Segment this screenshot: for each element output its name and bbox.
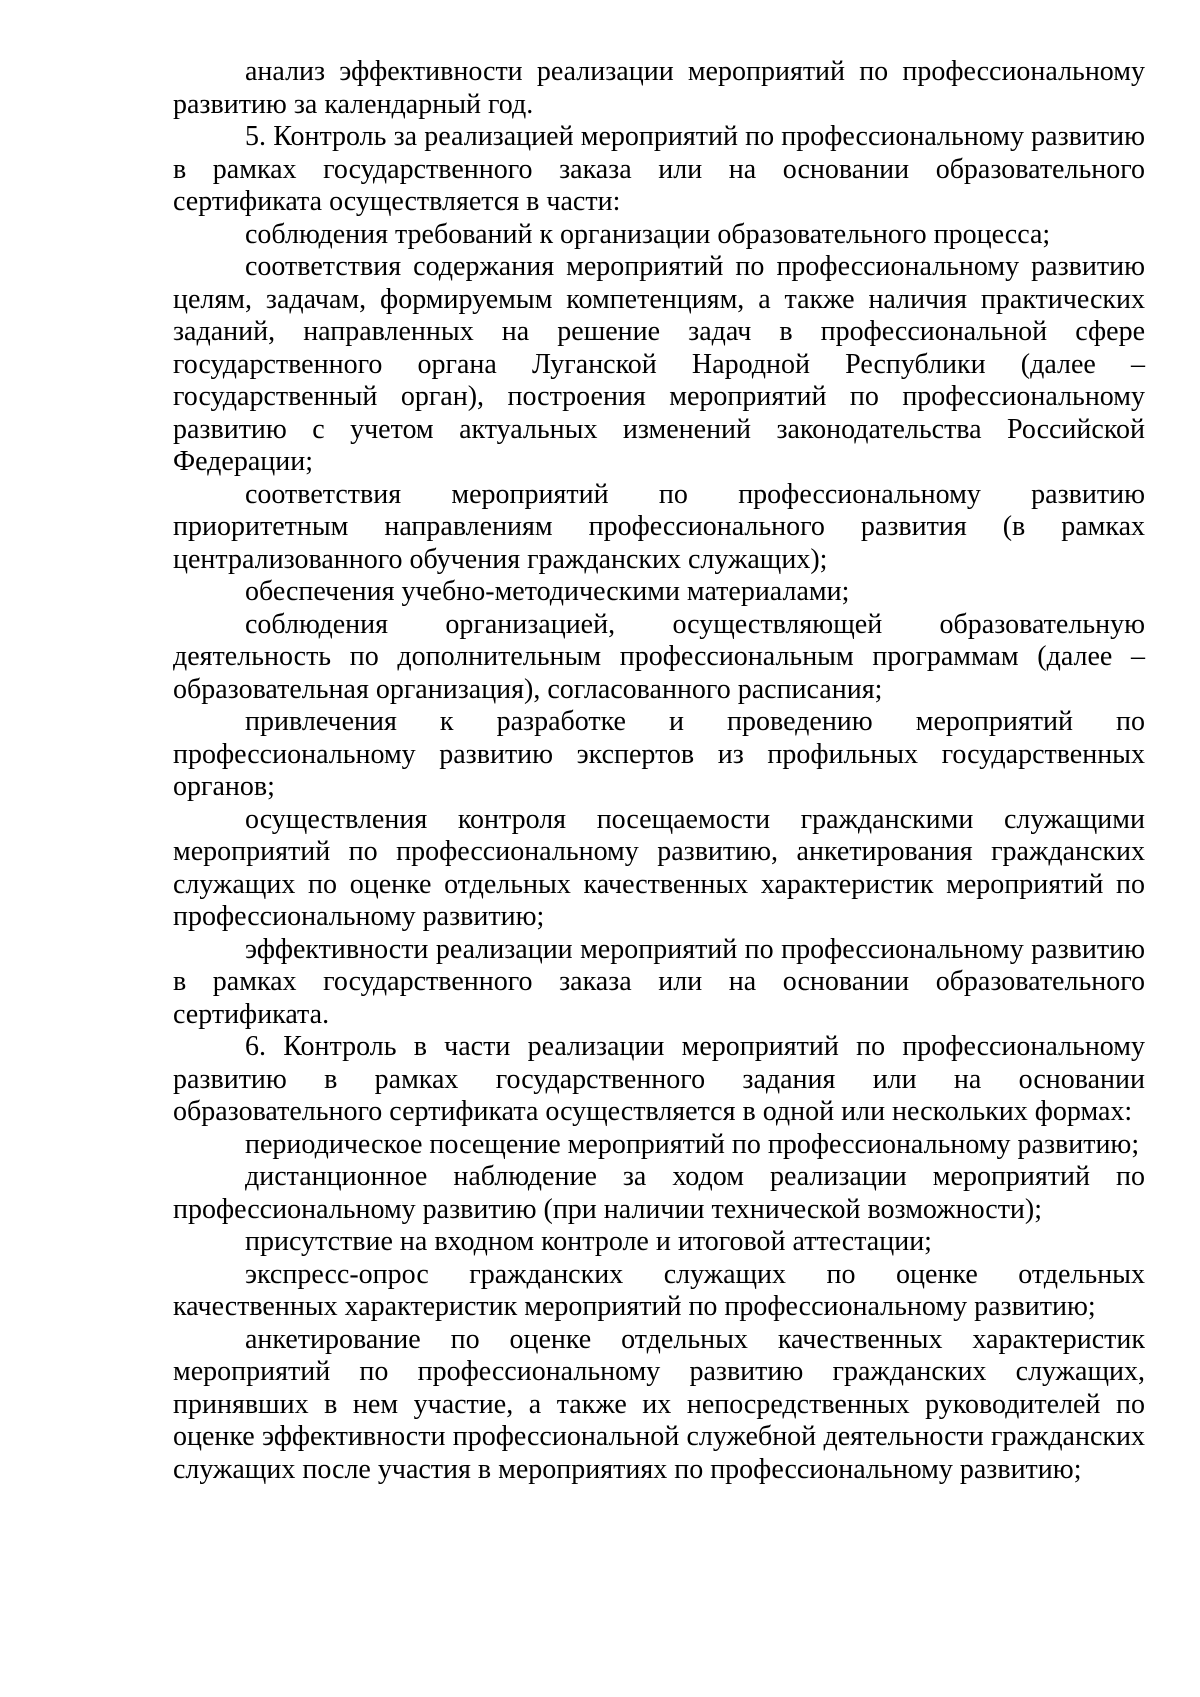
paragraph-item-5: 5. Контроль за реализацией мероприятий по профессиональному развитию в рамках государственного заказа или на основании образовательного сертификата осуществляется в части: [173,121,1145,217]
paragraph-attendance-control: осуществления контроля посещаемости гражданскими служащими мероприятий по профессиональному развитию, анкетирования гражданских служащих по оценке отдельных качественных характеристик мероприятий по профессиональному развитию; [173,803,1145,932]
paragraph-experts: привлечения к разработке и проведению мероприятий по профессиональному развитию экспертов из профильных государственных органов; [173,706,1145,802]
paragraph-attestation: присутствие на входном контроле и итоговой аттестации; [245,1226,932,1257]
paragraph-questionnaire: анкетирование по оценке отдельных качественных характеристик мероприятий по профессиональному развитию гражданских служащих, принявших в нем участие, а также их непосредственных руководителей по оценке эффективности профессиональной служебной деятельности гражданских служащих после участия в мероприятиях по профессиональному развитию; [173,1323,1145,1485]
paragraph-schedule: соблюдения организацией, осуществляющей образовательную деятельность по дополнительным профессиональным программам (далее – образовательная организация), согласованного расписания; [173,608,1145,705]
paragraph-effectiveness: эффективности реализации мероприятий по профессиональному развитию в рамках государственного заказа или на основании образовательного сертификата. [173,933,1145,1030]
paragraph-analysis: анализ эффективности реализации мероприятий по профессиональному развитию за календарный год. [173,56,1145,120]
document-body [173,56,1145,1486]
paragraph-priority-compliance: соответствия мероприятий по профессиональному развитию приоритетным направлениям профессионального развития (в рамках централизованного обучения гражданских служащих); [173,478,1145,575]
paragraph-express-survey: экспресс-опрос гражданских служащих по оценке отдельных качественных характеристик мероприятий по профессиональному развитию; [173,1258,1145,1322]
paragraph-item-6: 6. Контроль в части реализации мероприятий по профессиональному развитию в рамках государственного задания или на основании образовательного сертификата осуществляется в одной или нескольких формах: [173,1031,1145,1127]
paragraph-remote-monitoring: дистанционное наблюдение за ходом реализации мероприятий по профессиональному развитию (при наличии технической возможности); [173,1161,1145,1225]
paragraph-content-compliance: соответствия содержания мероприятий по профессиональному развитию целям, задачам, формируемым компетенциям, а также наличия практических заданий, направленных на решение задач в профессиональной сфере государственного органа Луганской Народной Республики (далее – государственный орган), построения мероприятий по профессиональному развитию с учетом актуальных изменений законодательства Российской Федерации; [173,251,1145,477]
paragraph-periodic-visit: периодическое посещение мероприятий по профессиональному развитию; [245,1128,1140,1160]
paragraph-materials: обеспечения учебно-методическими материалами; [245,576,850,607]
paragraph-requirements: соблюдения требований к организации образовательного процесса; [245,218,1051,250]
